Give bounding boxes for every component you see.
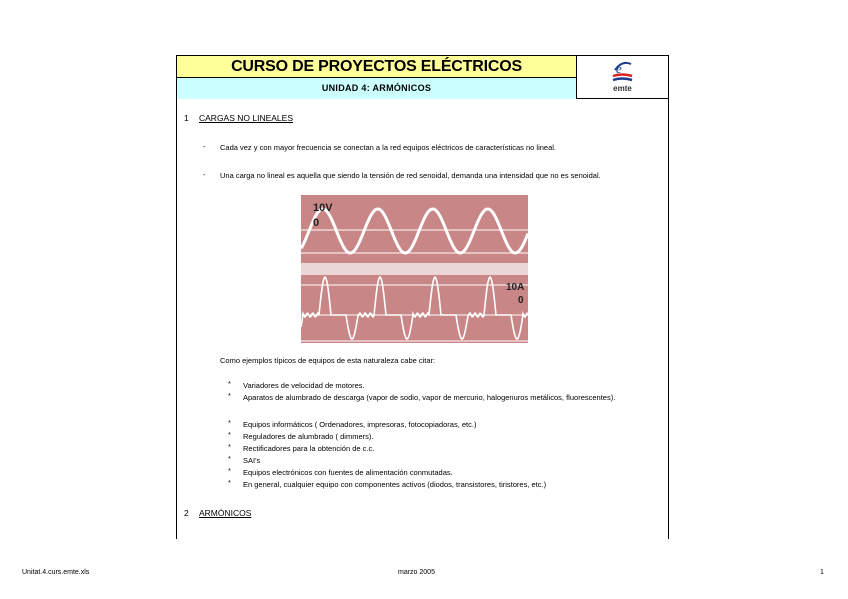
dash-item-1: Cada vez y con mayor frecuencia se conectan a la red equipos eléctricos de características no lineal. [220, 143, 557, 152]
example-item-7: Equipos electrónicos con fuentes de alimentación conmutadas. [243, 468, 453, 477]
logo-text: emte [613, 84, 632, 93]
example-item-8: En general, cualquier equipo con componentes activos (diodos, transistores, tiristores, etc.) [243, 480, 547, 489]
section-1-number: 1 [184, 113, 189, 123]
current-zero-label: 0 [518, 295, 524, 306]
dash-item-2: Una carga no lineal es aquella que siendo la tensión de red senoidal, demanda una intensidad que no es senoidal. [220, 171, 601, 180]
asterisk-marker: * [228, 391, 231, 400]
section-2-number: 2 [184, 508, 189, 518]
examples-intro: Como ejemplos típicos de equipos de esta naturaleza cabe citar: [220, 356, 436, 365]
asterisk-marker: * [228, 430, 231, 439]
example-item-6: SAI's [243, 456, 261, 465]
unit-subtitle: UNIDAD 4: ARMÓNICOS [177, 78, 577, 99]
logo-mark-icon [577, 56, 668, 86]
section-1-title: CARGAS NO LINEALES [199, 113, 294, 123]
asterisk-marker: * [228, 466, 231, 475]
oscillogram-graphic [301, 195, 528, 343]
example-item-5: Rectificadores para la obtención de c.c. [243, 444, 375, 453]
example-item-4: Reguladores de alumbrado ( dimmers). [243, 432, 374, 441]
section-2-title: ARMÓNICOS [199, 508, 252, 518]
asterisk-marker: * [228, 478, 231, 487]
example-item-1: Variadores de velocidad de motores. [243, 381, 365, 390]
dash-marker: - [203, 142, 206, 151]
asterisk-marker: * [228, 442, 231, 451]
voltage-zero-label: 0 [313, 217, 320, 229]
example-item-3: Equipos informáticos ( Ordenadores, impresoras, fotocopiadoras, etc.) [243, 420, 477, 429]
current-label: 10A [506, 282, 525, 293]
svg-text:e: e [616, 61, 622, 76]
header-table [176, 55, 669, 99]
example-item-2: Aparatos de alumbrado de descarga (vapor de sodio, vapor de mercurio, halogenuros metálicos, fluorescentes). [243, 393, 616, 402]
footer-date: marzo 2005 [398, 569, 435, 576]
asterisk-marker: * [228, 454, 231, 463]
voltage-label: 10V [313, 202, 333, 214]
emte-logo [577, 56, 668, 98]
course-title: CURSO DE PROYECTOS ELÉCTRICOS [177, 56, 577, 78]
dash-marker: - [203, 170, 206, 179]
asterisk-marker: * [228, 418, 231, 427]
oscillogram-image [301, 195, 528, 343]
footer-page-number: 1 [820, 569, 824, 576]
asterisk-marker: * [228, 379, 231, 388]
footer-filename: Unitat.4.curs.emte.xls [22, 569, 90, 576]
